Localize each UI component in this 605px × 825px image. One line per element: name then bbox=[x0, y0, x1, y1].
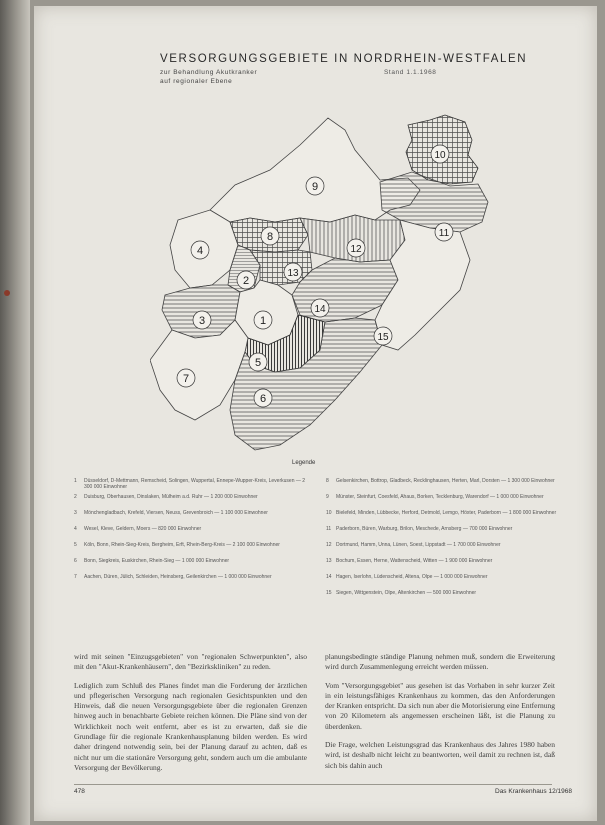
text-column-left bbox=[74, 652, 307, 781]
text-column-right bbox=[325, 652, 555, 779]
paragraph: wird mit seinen "Einzugsgebieten" von "regionalen Schwerpunkten", also mit den "Akut-Krankenhäusern", den "Bezirkskliniken" zu reden. bbox=[74, 652, 307, 672]
label-12 bbox=[347, 239, 365, 257]
legend-entry-number: 15 bbox=[326, 590, 332, 596]
label-9 bbox=[306, 177, 324, 195]
svg-text:2: 2 bbox=[242, 275, 250, 287]
svg-text:11: 11 bbox=[438, 228, 450, 239]
page-number: 478 bbox=[74, 788, 85, 795]
binder-hole bbox=[4, 290, 10, 296]
svg-text:15: 15 bbox=[377, 332, 389, 343]
paragraph: Die Frage, welchen Leistungsgrad das Krankenhaus des Jahres 1980 haben wird, ist deshalb nicht leicht zu beantworten, weil damit zu rechnen ist, daß sich bis dahin auch bbox=[325, 740, 555, 770]
svg-text:6: 6 bbox=[259, 393, 267, 405]
svg-text:13: 13 bbox=[287, 268, 299, 279]
page-title: VERSORGUNGSGEBIETE IN NORDRHEIN-WESTFALEN bbox=[160, 53, 528, 65]
legend-entry-number: 14 bbox=[326, 574, 332, 580]
svg-text:8: 8 bbox=[266, 231, 274, 243]
legend-entry-number: 10 bbox=[326, 510, 332, 516]
legend-entry-text: Düsseldorf, D-Mettmann, Remscheid, Solingen, Wuppertal, Ennepe-Wupper-Kreis, Leverkusen — 2 300 000 Einwohner bbox=[84, 478, 306, 491]
label-2 bbox=[237, 271, 255, 289]
label-4 bbox=[191, 241, 209, 259]
legend-entry-number: 8 bbox=[326, 478, 329, 484]
label-8 bbox=[261, 227, 279, 245]
label-3 bbox=[193, 311, 211, 329]
svg-text:4: 4 bbox=[196, 245, 204, 257]
svg-text:7: 7 bbox=[182, 373, 190, 385]
legend-right-column bbox=[326, 478, 558, 638]
paragraph: Lediglich zum Schluß des Planes findet man die Forderung der ärztlichen und pflegerischen Versorgung nach regionalen Gesichtspunkten und den Hinweis, daß die neuen Versorgungsgebiete über die regionalen Grenzen hinweg auch in benachbarte Gebiete reichen können. Die Pläne sind von der Wirklichkeit noch weit entfernt, aber es ist zu erwarten, daß sie die Grundlage für die regionale Krankenhausplanung bilden werden. Es wird daher dringend notwendig sein, bei der Planung darauf zu achten, daß es nicht nur um die stationäre Versorgung geht, sondern auch um die ambulante Versorgung der Bevölkerung. bbox=[74, 680, 307, 772]
label-1 bbox=[254, 311, 272, 329]
legend-entry-number: 1 bbox=[74, 478, 77, 484]
legend-entry-number: 11 bbox=[326, 526, 332, 532]
svg-text:1: 1 bbox=[259, 315, 267, 327]
legend-entry-text: Siegen, Wittgenstein, Olpe, Altenkirchen — 500 000 Einwohner bbox=[336, 590, 477, 596]
legend-entry-text: Paderborn, Büren, Warburg, Brilon, Meschede, Arnsberg — 700 000 Einwohner bbox=[336, 526, 513, 532]
svg-text:12: 12 bbox=[350, 244, 362, 255]
legend-entry-text: Wesel, Kleve, Geldern, Moers — 820 000 Einwohner bbox=[84, 526, 202, 532]
nrw-region-map bbox=[150, 110, 520, 460]
legend-entry-text: Bielefeld, Minden, Lübbecke, Herford, Detmold, Lemgo, Höxter, Paderborn — 1 800 000 Einwohner bbox=[336, 510, 557, 516]
svg-text:3: 3 bbox=[198, 315, 206, 327]
subtitle-line-2: auf regionaler Ebene bbox=[160, 78, 233, 85]
label-6 bbox=[254, 389, 272, 407]
legend-entry-number: 3 bbox=[74, 510, 77, 516]
svg-text:5: 5 bbox=[254, 357, 262, 369]
binding-shadow bbox=[0, 0, 30, 825]
paragraph: planungsbedingte ständige Planung nehmen muß, sondern die Erweiterung wird durch Zusammenlegung erreicht werden müssen. bbox=[325, 652, 555, 672]
label-13 bbox=[284, 263, 302, 281]
svg-text:14: 14 bbox=[314, 304, 326, 315]
journal-name: Das Krankenhaus 12/1968 bbox=[495, 788, 572, 795]
legend-entry-text: Dortmund, Hamm, Unna, Lünen, Soest, Lippstadt — 1 700 000 Einwohner bbox=[336, 542, 501, 548]
subtitle-line-1: zur Behandlung Akutkranker bbox=[160, 69, 258, 76]
legend-entry-number: 2 bbox=[74, 494, 77, 500]
legend-entry-number: 5 bbox=[74, 542, 77, 548]
legend-entry-text: Bonn, Siegkreis, Euskirchen, Rhein-Sieg — 1 000 000 Einwohner bbox=[84, 558, 230, 564]
legend-entry-text: Aachen, Düren, Jülich, Schleiden, Heinsberg, Geilenkirchen — 1 000 000 Einwohner bbox=[84, 574, 272, 580]
label-5 bbox=[249, 353, 267, 371]
legend-entry-text: Bochum, Essen, Herne, Wattenscheid, Witten — 1 900 000 Einwohner bbox=[336, 558, 493, 564]
label-11 bbox=[435, 223, 453, 241]
legend-entry-number: 4 bbox=[74, 526, 77, 532]
paragraph: Vom "Versorgungsgebiet" aus gesehen ist das Vorhaben in sehr kurzer Zeit in ein leistungsfähiges Krankenhaus zu kommen, das den Anforderungen der Kranken entspricht. Da sich nun aber die Motorisierung eine Entfernung von 20 Kilometern als angemessen erscheinen läßt, ist die Planung zu überdenken. bbox=[325, 680, 555, 731]
stand-date: Stand 1.1.1968 bbox=[384, 69, 437, 76]
label-7 bbox=[177, 369, 195, 387]
legend-left-column bbox=[74, 478, 306, 618]
legend-entry-number: 9 bbox=[326, 494, 329, 500]
legend-entry-number: 7 bbox=[74, 574, 77, 580]
legend-entry-text: Hagen, Iserlohn, Lüdenscheid, Altena, Olpe — 1 000 000 Einwohner bbox=[336, 574, 488, 580]
svg-text:9: 9 bbox=[311, 181, 319, 193]
legend-title: Legende bbox=[292, 460, 316, 466]
legend-entry-text: Mönchengladbach, Krefeld, Viersen, Neuss, Grevenbroich — 1 100 000 Einwohner bbox=[84, 510, 268, 516]
legend-entry-text: Gelsenkirchen, Bottrop, Gladbeck, Recklinghausen, Herten, Marl, Dorsten — 1 300 000 Einwohner bbox=[336, 478, 555, 484]
label-10 bbox=[431, 145, 449, 163]
label-15 bbox=[374, 327, 392, 345]
legend-entry-number: 13 bbox=[326, 558, 332, 564]
footer-rule bbox=[74, 784, 552, 785]
legend-entry-number: 12 bbox=[326, 542, 332, 548]
legend-entry-text: Köln, Bonn, Rhein-Sieg-Kreis, Bergheim, Erft, Rhein-Berg-Kreis — 2 100 000 Einwohner bbox=[84, 542, 280, 548]
svg-text:10: 10 bbox=[434, 150, 446, 161]
legend-entry-number: 6 bbox=[74, 558, 77, 564]
label-14 bbox=[311, 299, 329, 317]
legend-entry-text: Münster, Steinfurt, Coesfeld, Ahaus, Borken, Tecklenburg, Warendorf — 1 000 000 Einwohner bbox=[336, 494, 544, 500]
legend-entry-text: Duisburg, Oberhausen, Dinslaken, Mülheim a.d. Ruhr — 1 200 000 Einwohner bbox=[84, 494, 258, 500]
